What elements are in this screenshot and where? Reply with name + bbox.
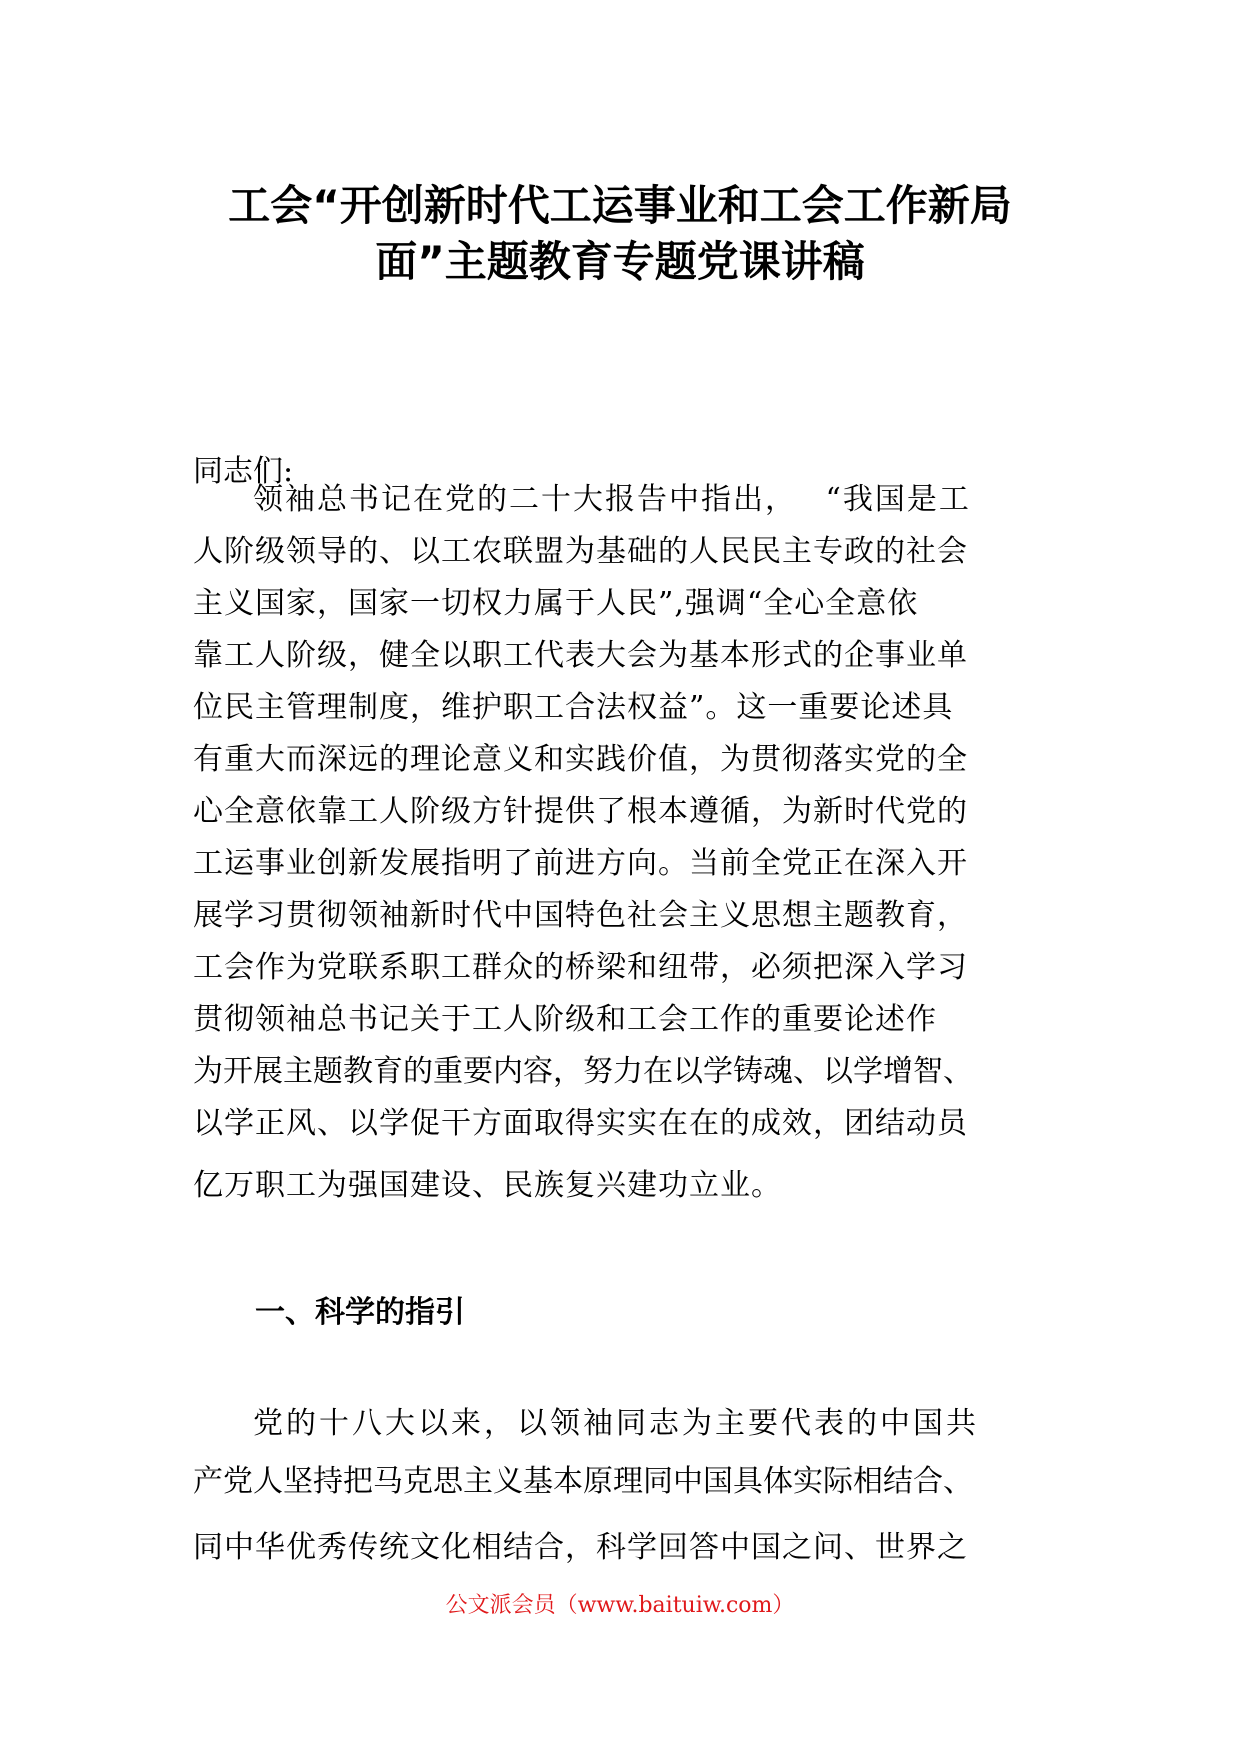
paragraph-1-line: 有重大而深远的理论意义和实践价值，为贯彻落实党的全 bbox=[193, 742, 968, 777]
footer-watermark-text: 公文派会员（www.baituiw.com） bbox=[445, 1593, 795, 1618]
paragraph-1-line: 亿万职工为强国建设、民族复兴建功立业。 bbox=[193, 1168, 782, 1203]
paragraph-1-line: 领袖总书记在党的二十大报告中指出， “我国是工 bbox=[253, 482, 971, 517]
paragraph-1-line: 人阶级领导的、以工农联盟为基础的人民民主专政的社会 bbox=[193, 534, 968, 569]
title-line-1: 工会“开创新时代工运事业和工会工作新局 bbox=[228, 181, 1012, 230]
paragraph-2 bbox=[193, 1398, 1073, 1574]
paragraph-1-line: 位民主管理制度，维护职工合法权益”。这一重要论述具 bbox=[193, 690, 954, 725]
paragraph-1-line: 心全意依靠工人阶级方针提供了根本遵循，为新时代党的 bbox=[193, 794, 968, 829]
paragraph-1-line: 主义国家，国家一切权力属于人民”,强调“全心全意依 bbox=[193, 586, 919, 621]
paragraph-1-line: 贯彻领袖总书记关于工人阶级和工会工作的重要论述作 bbox=[193, 1002, 937, 1037]
paragraph-1-line: 为开展主题教育的重要内容，努力在以学铸魂、以学增智、 bbox=[193, 1054, 973, 1089]
salutation: 同志们: bbox=[193, 454, 294, 489]
document-title bbox=[150, 178, 1090, 290]
title-line-2: 面”主题教育专题党课讲稿 bbox=[375, 237, 865, 286]
paragraph-1 bbox=[193, 474, 1073, 1212]
paragraph-1-line: 展学习贯彻领袖新时代中国特色社会主义思想主题教育， bbox=[193, 898, 968, 933]
paragraph-1-line: 以学正风、以学促干方面取得实实在在的成效，团结动员 bbox=[193, 1106, 968, 1141]
paragraph-1-line: 工会作为党联系职工群众的桥梁和纽带，必须把深入学习 bbox=[193, 950, 968, 985]
section-heading: 一、科学的指引 bbox=[255, 1295, 465, 1330]
paragraph-2-line: 产党人坚持把马克思主义基本原理同中国具体实际相结合、 bbox=[193, 1464, 973, 1499]
paragraph-1-line: 工运事业创新发展指明了前进方向。当前全党正在深入开 bbox=[193, 846, 968, 881]
paragraph-2-line: 党的十八大以来，以领袖同志为主要代表的中国共 bbox=[253, 1406, 979, 1441]
paragraph-1-line: 靠工人阶级，健全以职工代表大会为基本形式的企事业单 bbox=[193, 638, 968, 673]
paragraph-2-line: 同中华优秀传统文化相结合，科学回答中国之问、世界之 bbox=[193, 1530, 968, 1565]
